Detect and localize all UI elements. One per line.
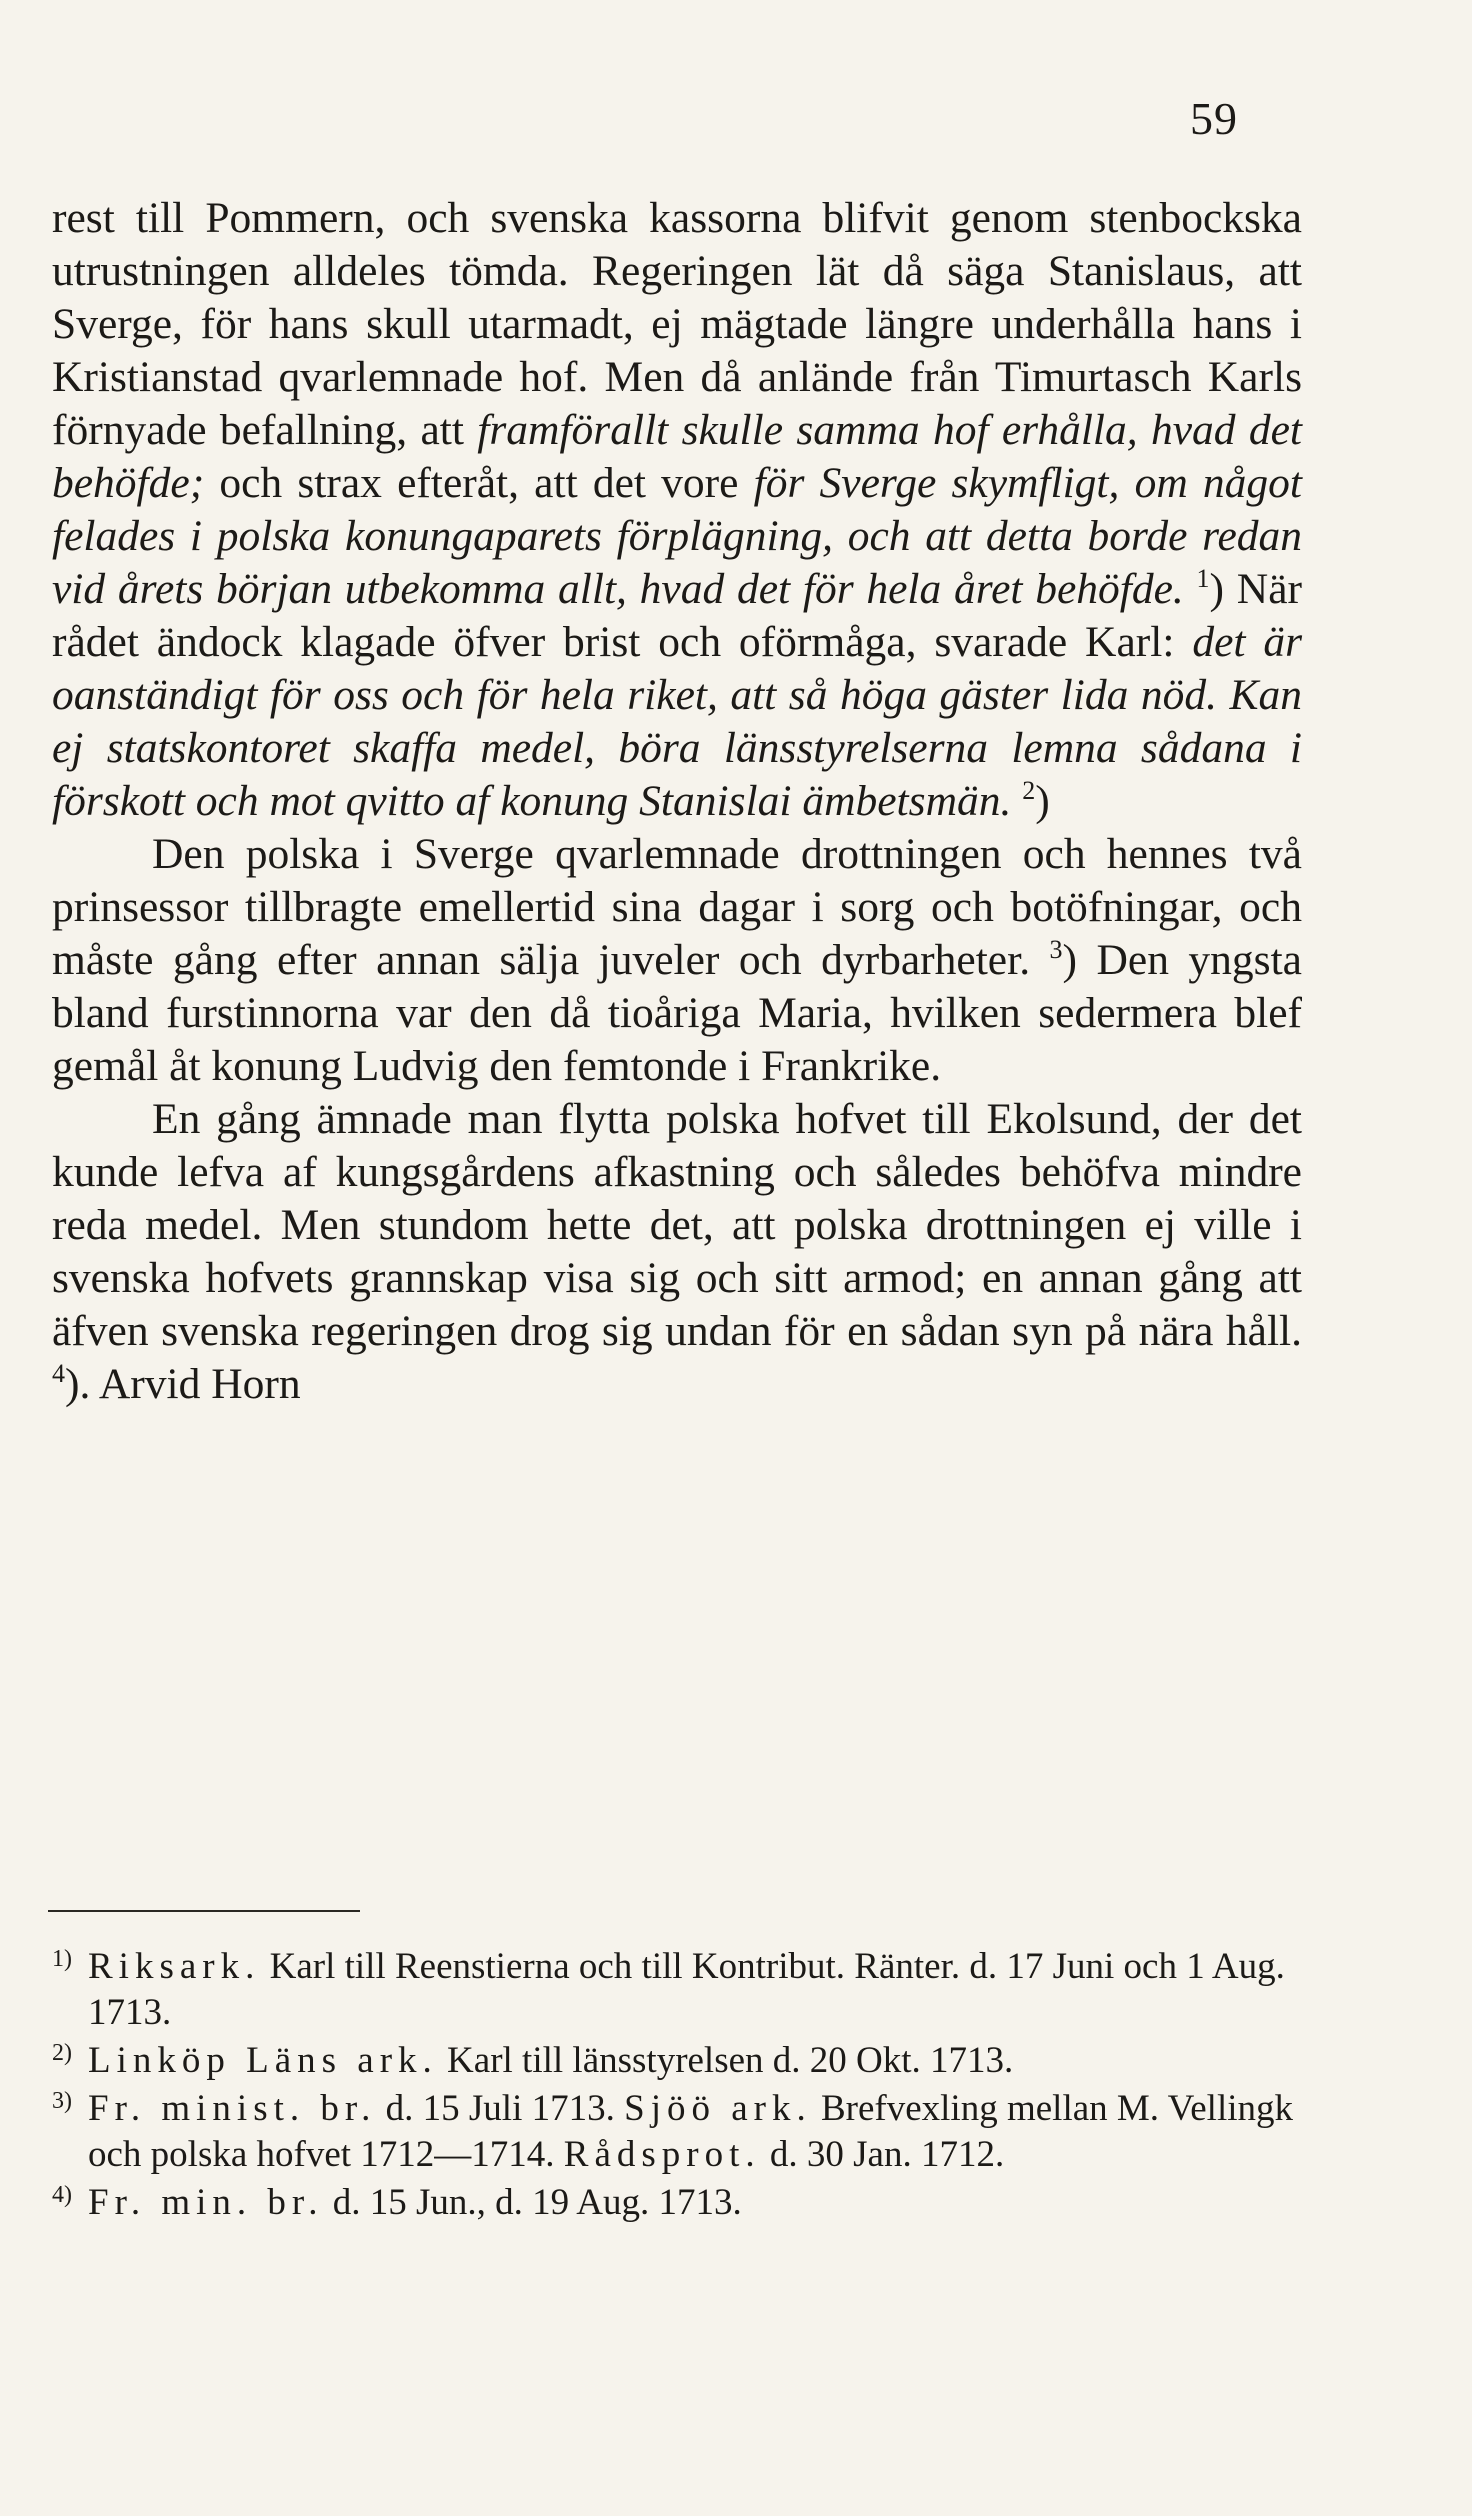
text-run: Fr. minist. br. [88,2088,377,2129]
text-run: d. 15 Jun., d. 19 Aug. 1713. [323,2182,742,2223]
footnote [52,2086,1302,2178]
text-run: d. 30 Jan. 1712. [760,2134,1005,2175]
footnote-ref: 1 [1196,564,1210,593]
body-text [52,192,1302,1411]
footnote-mark: 3) [52,2088,72,2114]
italic-text: det är oanständigt för oss och för hela riket, att så höga gäster lida nöd. Kan ej statskontoret skaffa medel, böra länsstyrelserna lemna sådana i förskott och mot qvitto af konung Stanislai ämbetsmän. [52,618,1303,825]
text-run: Karl till Reenstierna och till Kontribut. Ränter. d. 17 Juni och 1 Aug. 1713. [88,1946,1285,2033]
footnote-mark: 2) [52,2040,72,2066]
page-number: 59 [1190,93,1238,144]
footnote-mark: 1) [52,1946,72,1972]
text-run: ). Arvid Horn [65,1360,301,1408]
text-run: d. 15 Juli 1713. [376,2088,625,2129]
text-run: rest till Pommern, och svenska kassorna blifvit genom stenbockska utrustningen alldeles tömda. Regeringen lät då säga Stanislaus, att Sverge, för hans skull utarmadt, ej mägtade längre underhålla hans i Kristianstad qvarlemnade hof. Men då anlände från Timurtasch Karls förnyade befallning, att [52,194,1302,454]
text-run: Brefvexling mellan M. Vellingk och polska hofvet 1712—1714. [88,2088,1294,2175]
text-run: Sjöö ark. [624,2088,812,2129]
footnote-divider [48,1910,360,1912]
footnote [52,2038,1302,2084]
paragraph [52,828,1302,1093]
footnote [52,2180,1302,2226]
footnotes [52,1944,1302,2228]
text-run [1011,777,1022,825]
text-run: och strax efteråt, att det vore [204,459,754,507]
text-run: Rådsprot. [563,2134,761,2175]
footnote-ref: 3 [1049,935,1063,964]
text-run: ) När rådet ändock klagade öfver brist och oförmåga, svarade Karl: [52,565,1302,666]
text-run: Riksark. [88,1946,261,1987]
footnote-ref: 4 [52,1359,65,1388]
italic-text: för Sverge skymfligt, om något felades i polska konungaparets förplägning, och att detta borde redan vid årets början utbekomma allt, hvad det för hela året behöfde. [52,459,1302,613]
text-run: Den polska i Sverge qvarlemnade drottningen och hennes två prinsessor tillbragte emellertid sina dagar i sorg och botöfningar, och måste gång efter annan sälja juveler och dyrbarheter. [52,830,1302,984]
text-run: ) [1035,777,1050,825]
paragraph [52,192,1302,828]
text-run: Karl till länsstyrelsen d. 20 Okt. 1713. [437,2040,1014,2081]
text-run: ) Den yngsta bland furstinnorna var den då tioåriga Maria, hvilken sedermera blef gemål åt konung Ludvig den femtonde i Frankrike. [52,936,1302,1090]
italic-text: framförallt skulle samma hof erhålla, hvad det behöfde; [52,406,1302,507]
paragraph [52,1093,1302,1411]
footnote-mark: 4) [52,2182,72,2208]
footnote-ref: 2 [1022,776,1036,805]
text-run: Linköp Läns ark. [88,2040,438,2081]
text-run [1184,565,1197,613]
footnote [52,1944,1302,2036]
text-run: Fr. min. br. [88,2182,324,2223]
text-run: En gång ämnade man flytta polska hofvet till Ekolsund, der det kunde lefva af kungsgårdens afkastning och således behöfva mindre reda medel. Men stundom hette det, att polska drottningen ej ville i svenska hofvets grannskap visa sig och sitt armod; en annan gång att äfven svenska regeringen drog sig undan för en sådan syn på nära håll. [52,1095,1302,1355]
